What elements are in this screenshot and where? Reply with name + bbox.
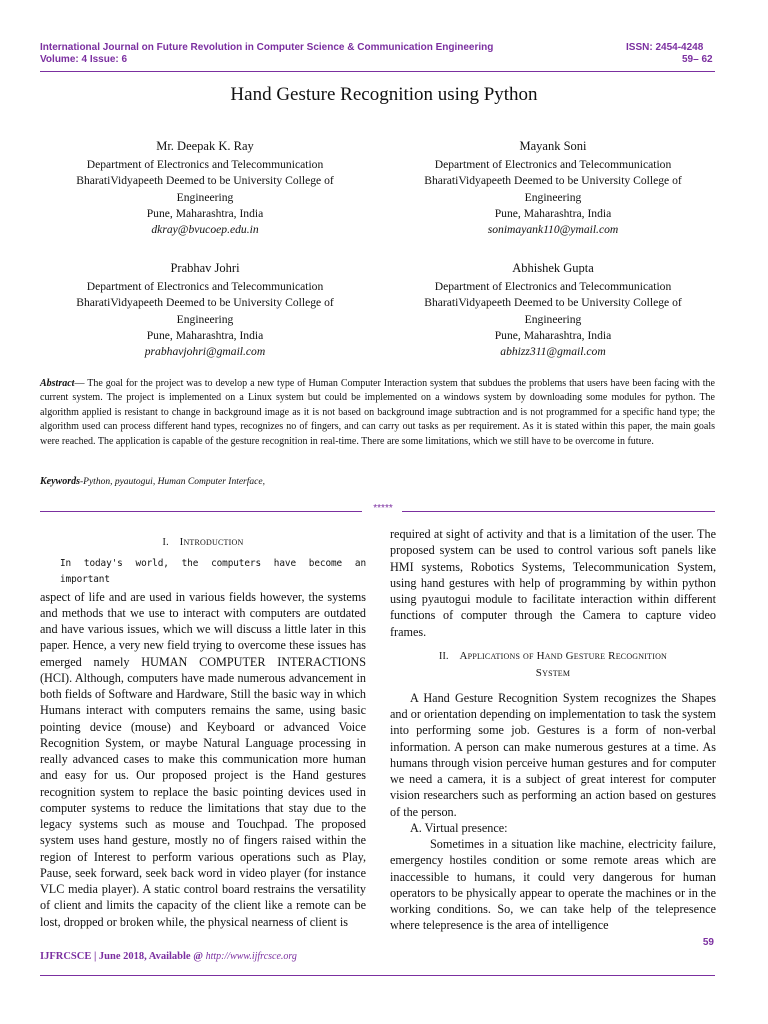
author-block-1 (40, 138, 370, 238)
journal-name: International Journal on Future Revolution in Computer Science & Communication Engineering (40, 42, 494, 53)
page-range: 59– 62 (682, 54, 713, 65)
abstract-dash: — (74, 378, 85, 389)
author-inst-2: Engineering (524, 312, 582, 326)
author-block-3 (40, 260, 370, 360)
journal-url-link[interactable]: http://www.ijfrcsce.org (205, 951, 297, 962)
applications-title-2: System (535, 666, 571, 679)
footer-rule (40, 975, 715, 976)
footer-text: IJFRCSCE | June 2018, Available @ (40, 951, 206, 962)
author-name: Prabhav Johri (170, 261, 240, 275)
intro-first-line: In today's world, the computers have become an important (60, 558, 366, 586)
author-name: Mr. Deepak K. Ray (156, 139, 254, 153)
author-block-4 (388, 260, 718, 360)
left-column (40, 534, 366, 930)
keywords-label: Keywords (40, 476, 80, 487)
intro-title: Introduction (179, 536, 244, 548)
author-inst: BharatiVidyapeeth Deemed to be University College of (76, 174, 334, 188)
abstract (40, 377, 715, 449)
separator-line-right (402, 511, 715, 512)
right-column (390, 526, 716, 934)
applications-title: Applications of Hand Gesture Recognition (459, 649, 668, 662)
abstract-text: The goal for the project was to develop a new type of Human Computer Interaction system that subdues the problems that users have been facing with the current system. The project is implemented on a Linux system but could be implemented on a windows system by downloading some modules for python. The algorithm applied is resistant to change in background image as it is not based on background image subtraction and is not programmed for a specific hand type; the algorithm used can process different hand types, recognizes no of fingers, and can carry out tasks as per requirement. As it is stated within this paper, the main goals were reached. The application is capable of the gesture recognition in real-time. There are some limitations, which we still have to be overcome in future. (40, 378, 715, 447)
footer (40, 951, 297, 962)
author-inst-2: Engineering (176, 190, 234, 204)
author-dept: Department of Electronics and Telecommunication (86, 280, 324, 294)
intro-body: aspect of life and are used in various fields however, the systems and methods that we use to interact with computers are outdated and have various issues, which we will discuss a little later in this paper. Hence, a very new field trying to overcome these issues has emerged namely HUMAN COMPUTER INTERACTIONS (HCI). Although, computers have made numerous advancement in both fields of Software and Hardware, Still the basic way in which Humans interact with computers remains the same, using basic pointing device (mouse) and Keyboard or advanced Voice Recognition System, or maybe Natural Language processing in really advanced cases to make this communication more human and easy for us. Our proposed project is the Hand gestures recognition system to replace the basic pointing devices used in computer systems to reduce the limitations that stay due to the legacy systems such as mouse and Touchpad. The proposed system uses hand gesture, mostly no of fingers raised within the region of Interest to perform various operations such as Play, Pause, seek forward, seek back word in video player (for instance VLC media player). A static control board restrains the versatility of client and limits the capacity of the client like a remote can be lost, dropped or broken while, the physical nearness of client is (40, 589, 366, 929)
author-dept: Department of Electronics and Telecommunication (434, 158, 672, 172)
intro-heading (40, 534, 366, 551)
issn: ISSN: 2454-4248 (626, 42, 704, 53)
page-number: 59 (702, 937, 714, 948)
intro-number: I. (162, 537, 169, 548)
author-dept: Department of Electronics and Telecommunication (434, 280, 672, 294)
author-email: abhizz311@gmail.com (500, 345, 606, 359)
section-separator (40, 505, 715, 519)
author-dept: Department of Electronics and Telecommunication (86, 158, 324, 172)
author-email: dkray@bvucoep.edu.in (151, 223, 259, 237)
applications-number: II. (438, 650, 449, 662)
abstract-label: Abstract (40, 378, 75, 389)
header-rule (40, 71, 715, 72)
applications-body: A Hand Gesture Recognition System recognizes the Shapes and or orientation depending on implementation to task the system into performing some job. Gestures is a form of non-verbal information. A person can make numerous gestures at a time. As humans through vision perceive human gestures and for computer we need a camera, it is a subject of great interest for computer vision researchers such as performing an action based on gestures of the person. (390, 690, 716, 819)
author-block-2 (388, 138, 718, 238)
volume-issue: Volume: 4 Issue: 6 (40, 54, 128, 65)
author-city: Pune, Maharashtra, India (494, 328, 612, 342)
author-city: Pune, Maharashtra, India (146, 206, 264, 220)
separator-stars: ***** (373, 503, 393, 514)
applications-heading (390, 648, 716, 682)
subsection-a-body: Sometimes in a situation like machine, electricity failure, emergency hostiles condition or some remote areas which are inaccessible to humans, it could very dangerous for human operators to be physically appear to operate the machines or in the working conditions. So, we can take help of the telepresence where telepresence is the area of intelligence (390, 837, 716, 933)
paper-title: Hand Gesture Recognition using Python (230, 84, 538, 105)
author-inst: BharatiVidyapeeth Deemed to be University College of (76, 296, 334, 310)
subsection-a-heading: A. Virtual presence: (410, 820, 508, 835)
author-name: Mayank Soni (519, 139, 587, 153)
keywords (40, 476, 265, 487)
author-inst: BharatiVidyapeeth Deemed to be University College of (424, 296, 682, 310)
author-city: Pune, Maharashtra, India (494, 206, 612, 220)
author-name: Abhishek Gupta (512, 261, 594, 275)
intro-continuation: required at sight of activity and that is a limitation of the user. The proposed system can be used to control various soft panels like HMI systems, Robotics Systems, Telecommunication System, using hand gestures with help of programming by within python using pyautogui module to facilitate interaction within different functions of computer through the Camera to capture video frames. (390, 527, 716, 639)
author-email: prabhavjohri@gmail.com (144, 345, 266, 359)
keywords-text: -Python, pyautogui, Human Computer Interface, (80, 477, 265, 487)
author-city: Pune, Maharashtra, India (146, 328, 264, 342)
author-inst: BharatiVidyapeeth Deemed to be University College of (424, 174, 682, 188)
separator-line-left (40, 511, 362, 512)
author-inst-2: Engineering (176, 312, 234, 326)
author-email: sonimayank110@ymail.com (487, 223, 619, 237)
author-inst-2: Engineering (524, 190, 582, 204)
